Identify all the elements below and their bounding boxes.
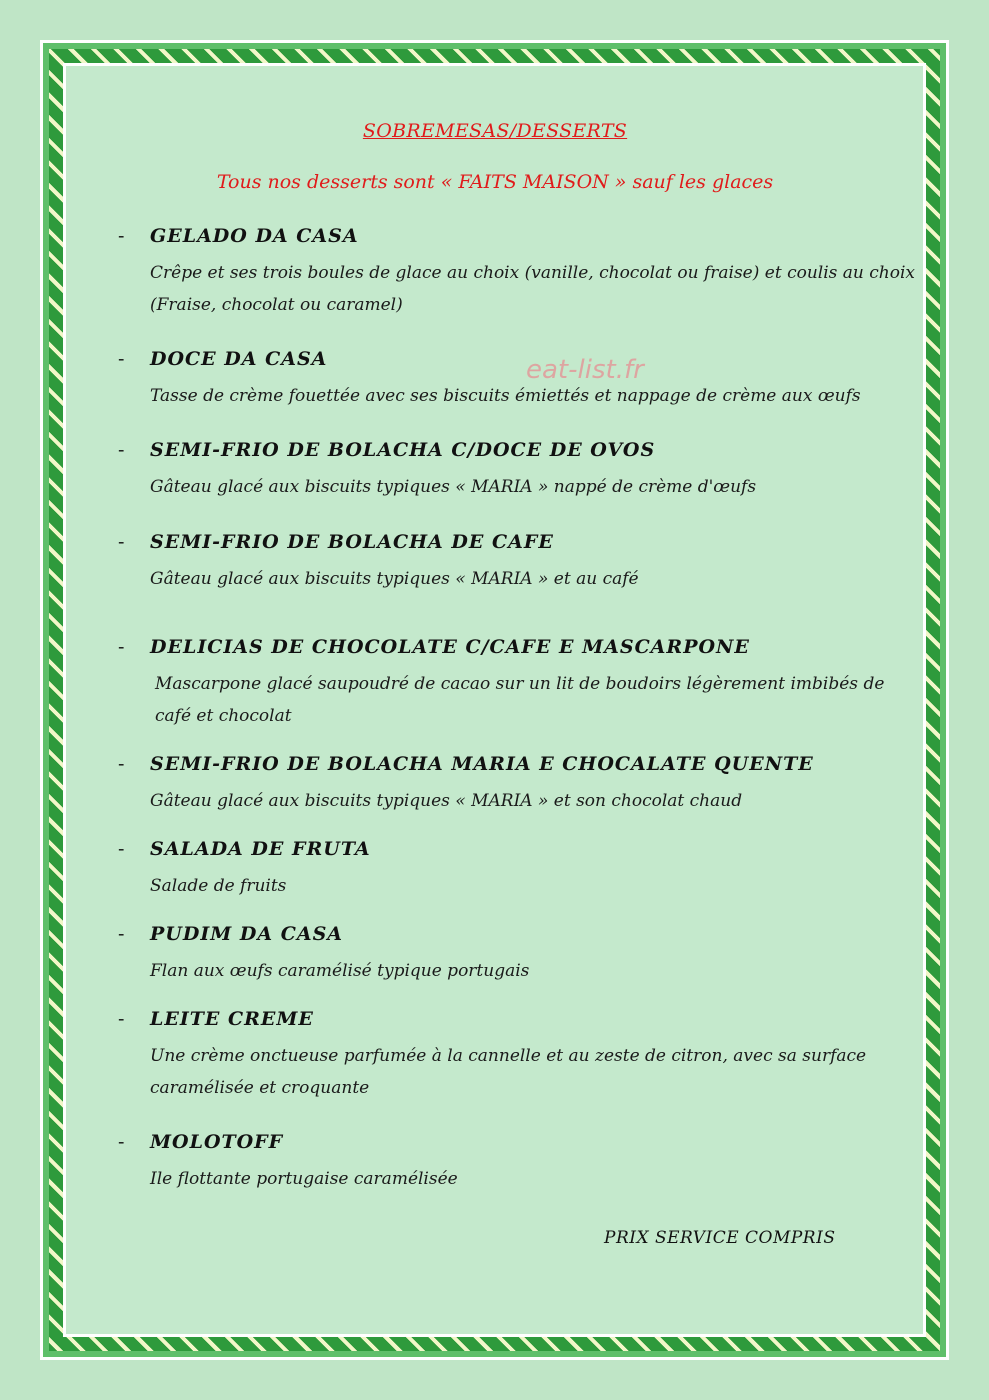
item-description: Ile flottante portugaise caramélisée bbox=[150, 1169, 458, 1189]
item-description: Une crème onctueuse parfumée à la cannelle et au zeste de citron, avec sa surface caramélisée et croquante bbox=[150, 1046, 867, 1098]
item-name: LEITE CREME bbox=[150, 1008, 314, 1030]
item-name: SEMI-FRIO DE BOLACHA MARIA E CHOCALATE QUENTE bbox=[150, 753, 814, 775]
item-bullet: - bbox=[118, 838, 125, 860]
item-bullet: - bbox=[118, 636, 125, 658]
item-name: SALADA DE FRUTA bbox=[150, 838, 371, 860]
item-bullet: - bbox=[118, 753, 125, 775]
item-description: Crêpe et ses trois boules de glace au choix (vanille, chocolat ou fraise) et coulis au choix (Fraise, chocolat ou caramel) bbox=[150, 263, 915, 315]
page-subtitle: Tous nos desserts sont « FAITS MAISON » sauf les glaces bbox=[216, 171, 774, 193]
item-description: Gâteau glacé aux biscuits typiques « MARIA » nappé de crème d'œufs bbox=[150, 477, 757, 497]
item-name: DELICIAS DE CHOCOLATE C/CAFE E MASCARPONE bbox=[150, 636, 750, 658]
item-name: DOCE DA CASA bbox=[150, 348, 328, 370]
item-name: SEMI-FRIO DE BOLACHA DE CAFE bbox=[150, 531, 554, 553]
item-description: Salade de fruits bbox=[150, 876, 287, 896]
item-bullet: - bbox=[118, 531, 125, 553]
item-name: PUDIM DA CASA bbox=[150, 923, 344, 945]
item-bullet: - bbox=[118, 923, 125, 945]
page-title: SOBREMESAS/DESSERTS bbox=[362, 120, 628, 142]
item-description: Flan aux œufs caramélisé typique portugais bbox=[150, 961, 530, 981]
item-description: Mascarpone glacé saupoudré de cacao sur un lit de boudoirs légèrement imbibés de café et chocolat bbox=[155, 674, 885, 726]
item-bullet: - bbox=[118, 348, 125, 370]
footer-note: PRIX SERVICE COMPRIS bbox=[604, 1228, 836, 1248]
item-description: Tasse de crème fouettée avec ses biscuits émiettés et nappage de crème aux œufs bbox=[150, 386, 861, 406]
item-name: MOLOTOFF bbox=[150, 1131, 284, 1153]
item-description: Gâteau glacé aux biscuits typiques « MARIA » et au café bbox=[150, 569, 639, 589]
item-bullet: - bbox=[118, 1131, 125, 1153]
item-bullet: - bbox=[118, 439, 125, 461]
item-description: Gâteau glacé aux biscuits typiques « MARIA » et son chocolat chaud bbox=[150, 791, 743, 811]
watermark-text: eat-list.fr bbox=[526, 355, 644, 385]
item-name: GELADO DA CASA bbox=[150, 225, 359, 247]
item-bullet: - bbox=[118, 225, 125, 247]
item-bullet: - bbox=[118, 1008, 125, 1030]
item-name: SEMI-FRIO DE BOLACHA C/DOCE DE OVOS bbox=[150, 439, 656, 461]
